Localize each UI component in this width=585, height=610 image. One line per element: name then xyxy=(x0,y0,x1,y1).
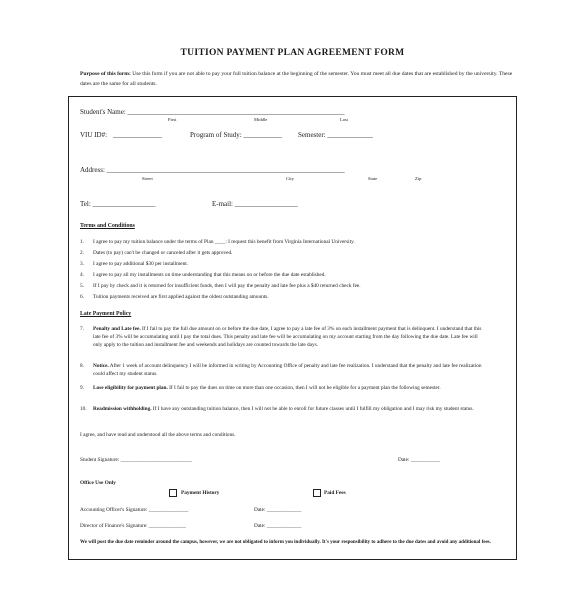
name-last-caption: Last xyxy=(340,117,348,122)
office-use-heading: Office Use Only xyxy=(80,480,116,486)
agreement-text: I agree, and have read and understood all the above terms and conditions. xyxy=(80,432,236,438)
accounting-signature-field[interactable]: Accounting Officer's Signature: _______________ xyxy=(80,507,189,513)
director-date-field[interactable]: Date: _____________ xyxy=(254,523,302,529)
addr-zip-caption: Zip xyxy=(415,176,422,181)
name-middle-caption: Middle xyxy=(254,117,268,122)
paid-fees-checkbox[interactable] xyxy=(313,489,321,497)
director-signature-field[interactable]: Director of Finance's Signature: ______________ xyxy=(80,523,186,529)
payment-history-label: Payment History xyxy=(181,490,220,496)
name-first-caption: First xyxy=(168,117,177,122)
tel-field[interactable]: Tel: __________________ xyxy=(80,200,156,208)
addr-street-caption: Street xyxy=(142,176,153,181)
email-field[interactable]: E-mail: __________________ xyxy=(212,200,298,208)
student-name-field[interactable]: Student's Name: ______________________________________________________________ xyxy=(80,108,345,116)
purpose-text: Use this form if you are not able to pay your full tuition balance at the beginning of the semester. You must meet all due dates that are established by the university. These dates are the same for all students. xyxy=(80,71,513,87)
viu-id-field[interactable]: ______________ xyxy=(113,131,162,139)
late-policy-heading: Late Payment Policy xyxy=(80,311,132,317)
signature-date-field[interactable]: Date: ___________ xyxy=(398,457,440,463)
payment-history-checkbox[interactable] xyxy=(169,489,177,497)
page-title: TUITION PAYMENT PLAN AGREEMENT FORM xyxy=(180,48,405,58)
terms-heading: Terms and Conditions xyxy=(80,223,135,229)
footer-note: We will post the due date reminder around the campus, however, we are not obligated to inform you individually. It's your responsibility to adhere to the due dates and avoid any additional fees. xyxy=(80,540,491,545)
program-field[interactable]: Program of Study: ___________ xyxy=(190,131,282,139)
purpose-label: Purpose of this form: xyxy=(80,71,131,77)
accounting-date-field[interactable]: Date: _____________ xyxy=(254,507,302,513)
addr-city-caption: City xyxy=(286,176,294,181)
semester-field[interactable]: Semester: _____________ xyxy=(298,131,373,139)
paid-fees-label: Paid Fees xyxy=(324,490,346,496)
address-field[interactable]: Address: ____________________________________________________________________ xyxy=(80,166,345,174)
purpose-paragraph xyxy=(80,70,520,89)
viu-id-label: VIU ID#: xyxy=(80,131,108,139)
addr-state-caption: State xyxy=(368,176,378,181)
student-signature-field[interactable]: Student Signature: ___________________________ xyxy=(80,457,193,463)
